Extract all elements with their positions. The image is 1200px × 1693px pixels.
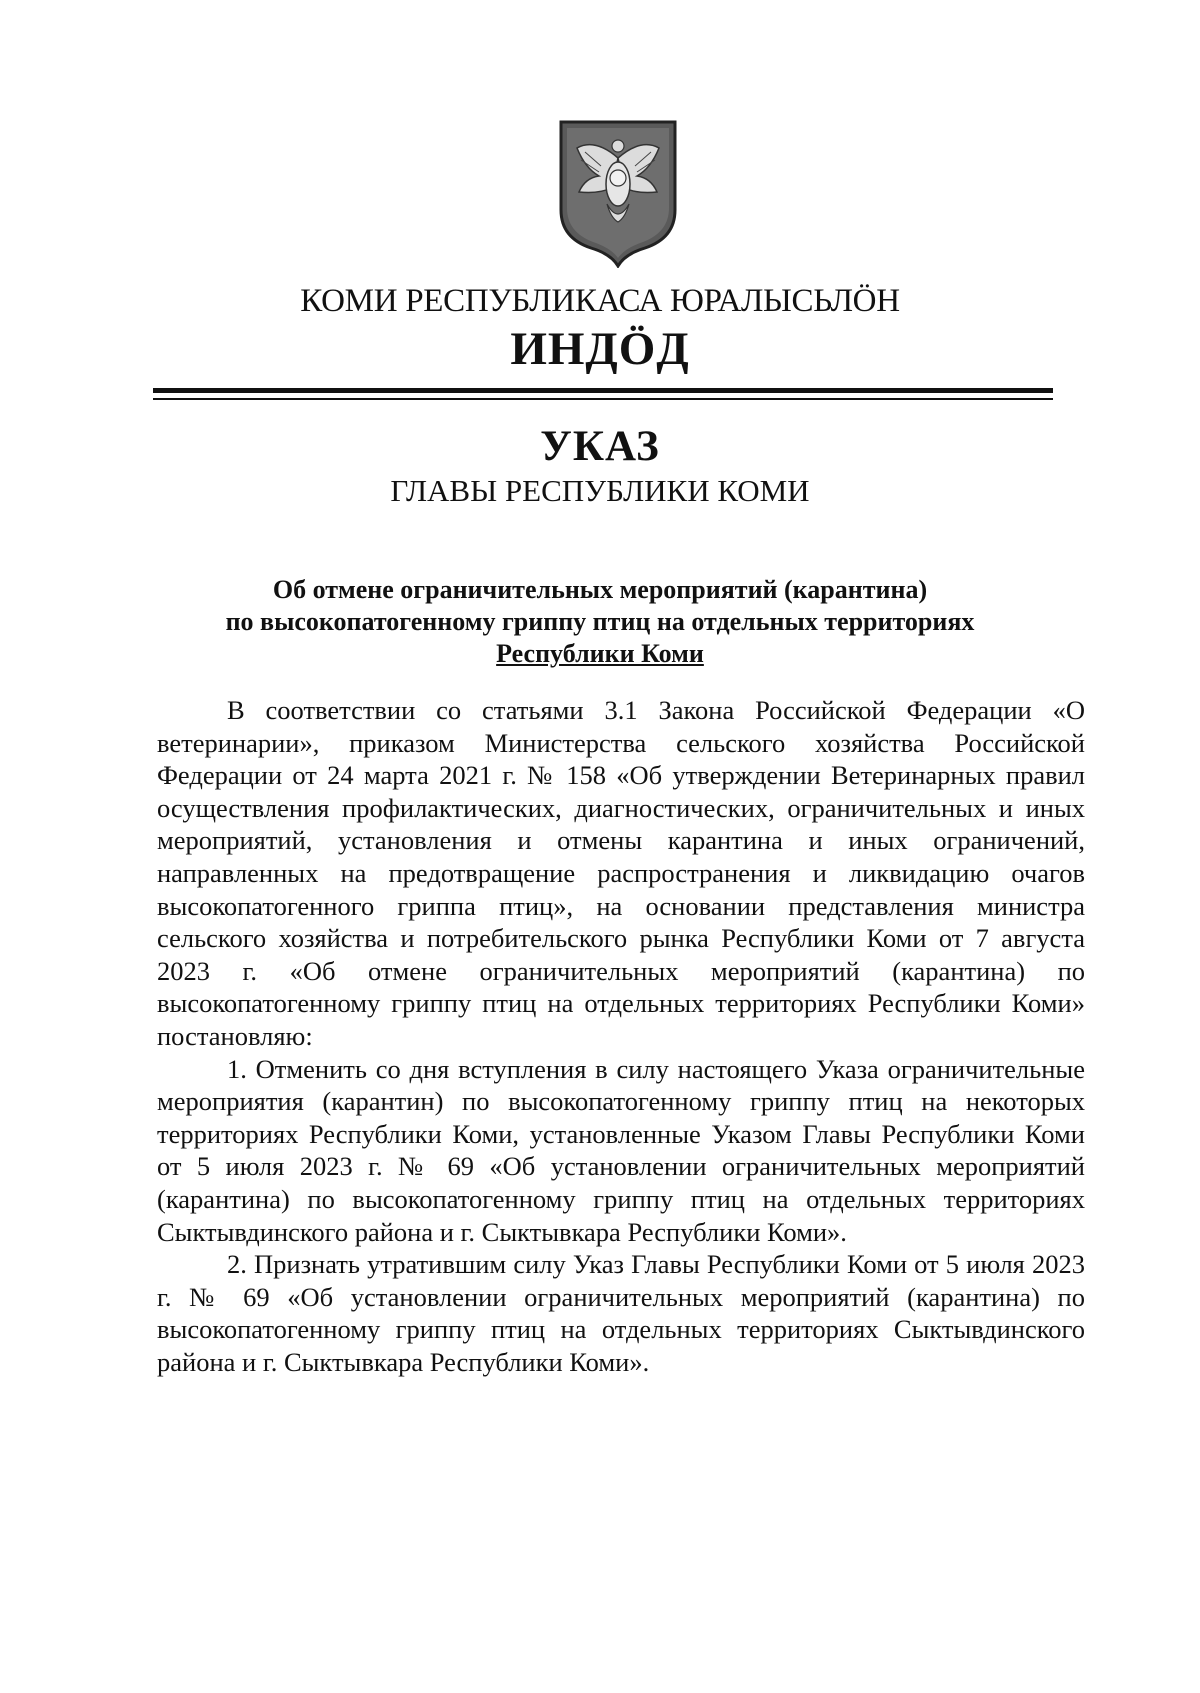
decree-type: УКАЗ — [540, 423, 660, 470]
coat-of-arms-emblem — [555, 118, 681, 268]
indod-header: ИНДӦД — [510, 323, 690, 375]
decree-title — [150, 574, 1050, 670]
decree-item-2: 2. Признать утратившим силу Указ Главы Республики Коми от 5 июля 2023 г. № 69 «Об установлении ограничительных мероприятий (карантина) по высокопатогенному гриппу птиц на отдельных территориях Сыктывдинского района и г. Сыктывкара Республики Коми». — [157, 1249, 1085, 1377]
komi-coat-of-arms-icon — [555, 118, 681, 268]
decree-authority: ГЛАВЫ РЕСПУБЛИКИ КОМИ — [390, 473, 810, 508]
decree-title-line-3: Республики Коми — [496, 639, 704, 668]
republic-komi-header: КОМИ РЕСПУБЛИКАСА ЮРАЛЫСЬЛӦН — [300, 283, 900, 319]
decree-preamble: В соответствии со статьями 3.1 Закона Российской Федерации «О ветеринарии», приказом Министерства сельского хозяйства Российской Федерации от 24 марта 2021 г. № 158 «Об утверждении Ветеринарных правил осуществления профилактических, диагностических, ограничительных и иных мероприятий, установления и отмены карантина и иных ограничений, направленных на предотвращение распространения и ликвидацию очагов высокопатогенного гриппа птиц», на основании представления министра сельского хозяйства и потребительского рынка Республики Коми от 7 августа 2023 г. «Об отмене ограничительных мероприятий (карантина) по высокопатогенному гриппу птиц на отдельных территориях Республики Коми» постановляю: — [157, 695, 1085, 1051]
header-divider-thin — [153, 398, 1053, 400]
decree-item-1: 1. Отменить со дня вступления в силу настоящего Указа ограничительные мероприятия (карантин) по высокопатогенному гриппу птиц на некоторых территориях Республики Коми, установленные Указом Главы Республики Коми от 5 июля 2023 г. № 69 «Об установлении ограничительных мероприятий (карантина) по высокопатогенному гриппу птиц на отдельных территориях Сыктывдинского района и г. Сыктывкара Республики Коми». — [157, 1053, 1085, 1247]
decree-body — [157, 694, 1085, 1378]
header-divider-thick — [153, 388, 1053, 393]
decree-title-line-2: по высокопатогенному гриппу птиц на отдельных территориях — [225, 607, 975, 636]
decree-title-line-1: Об отмене ограничительных мероприятий (карантина) — [272, 575, 928, 604]
